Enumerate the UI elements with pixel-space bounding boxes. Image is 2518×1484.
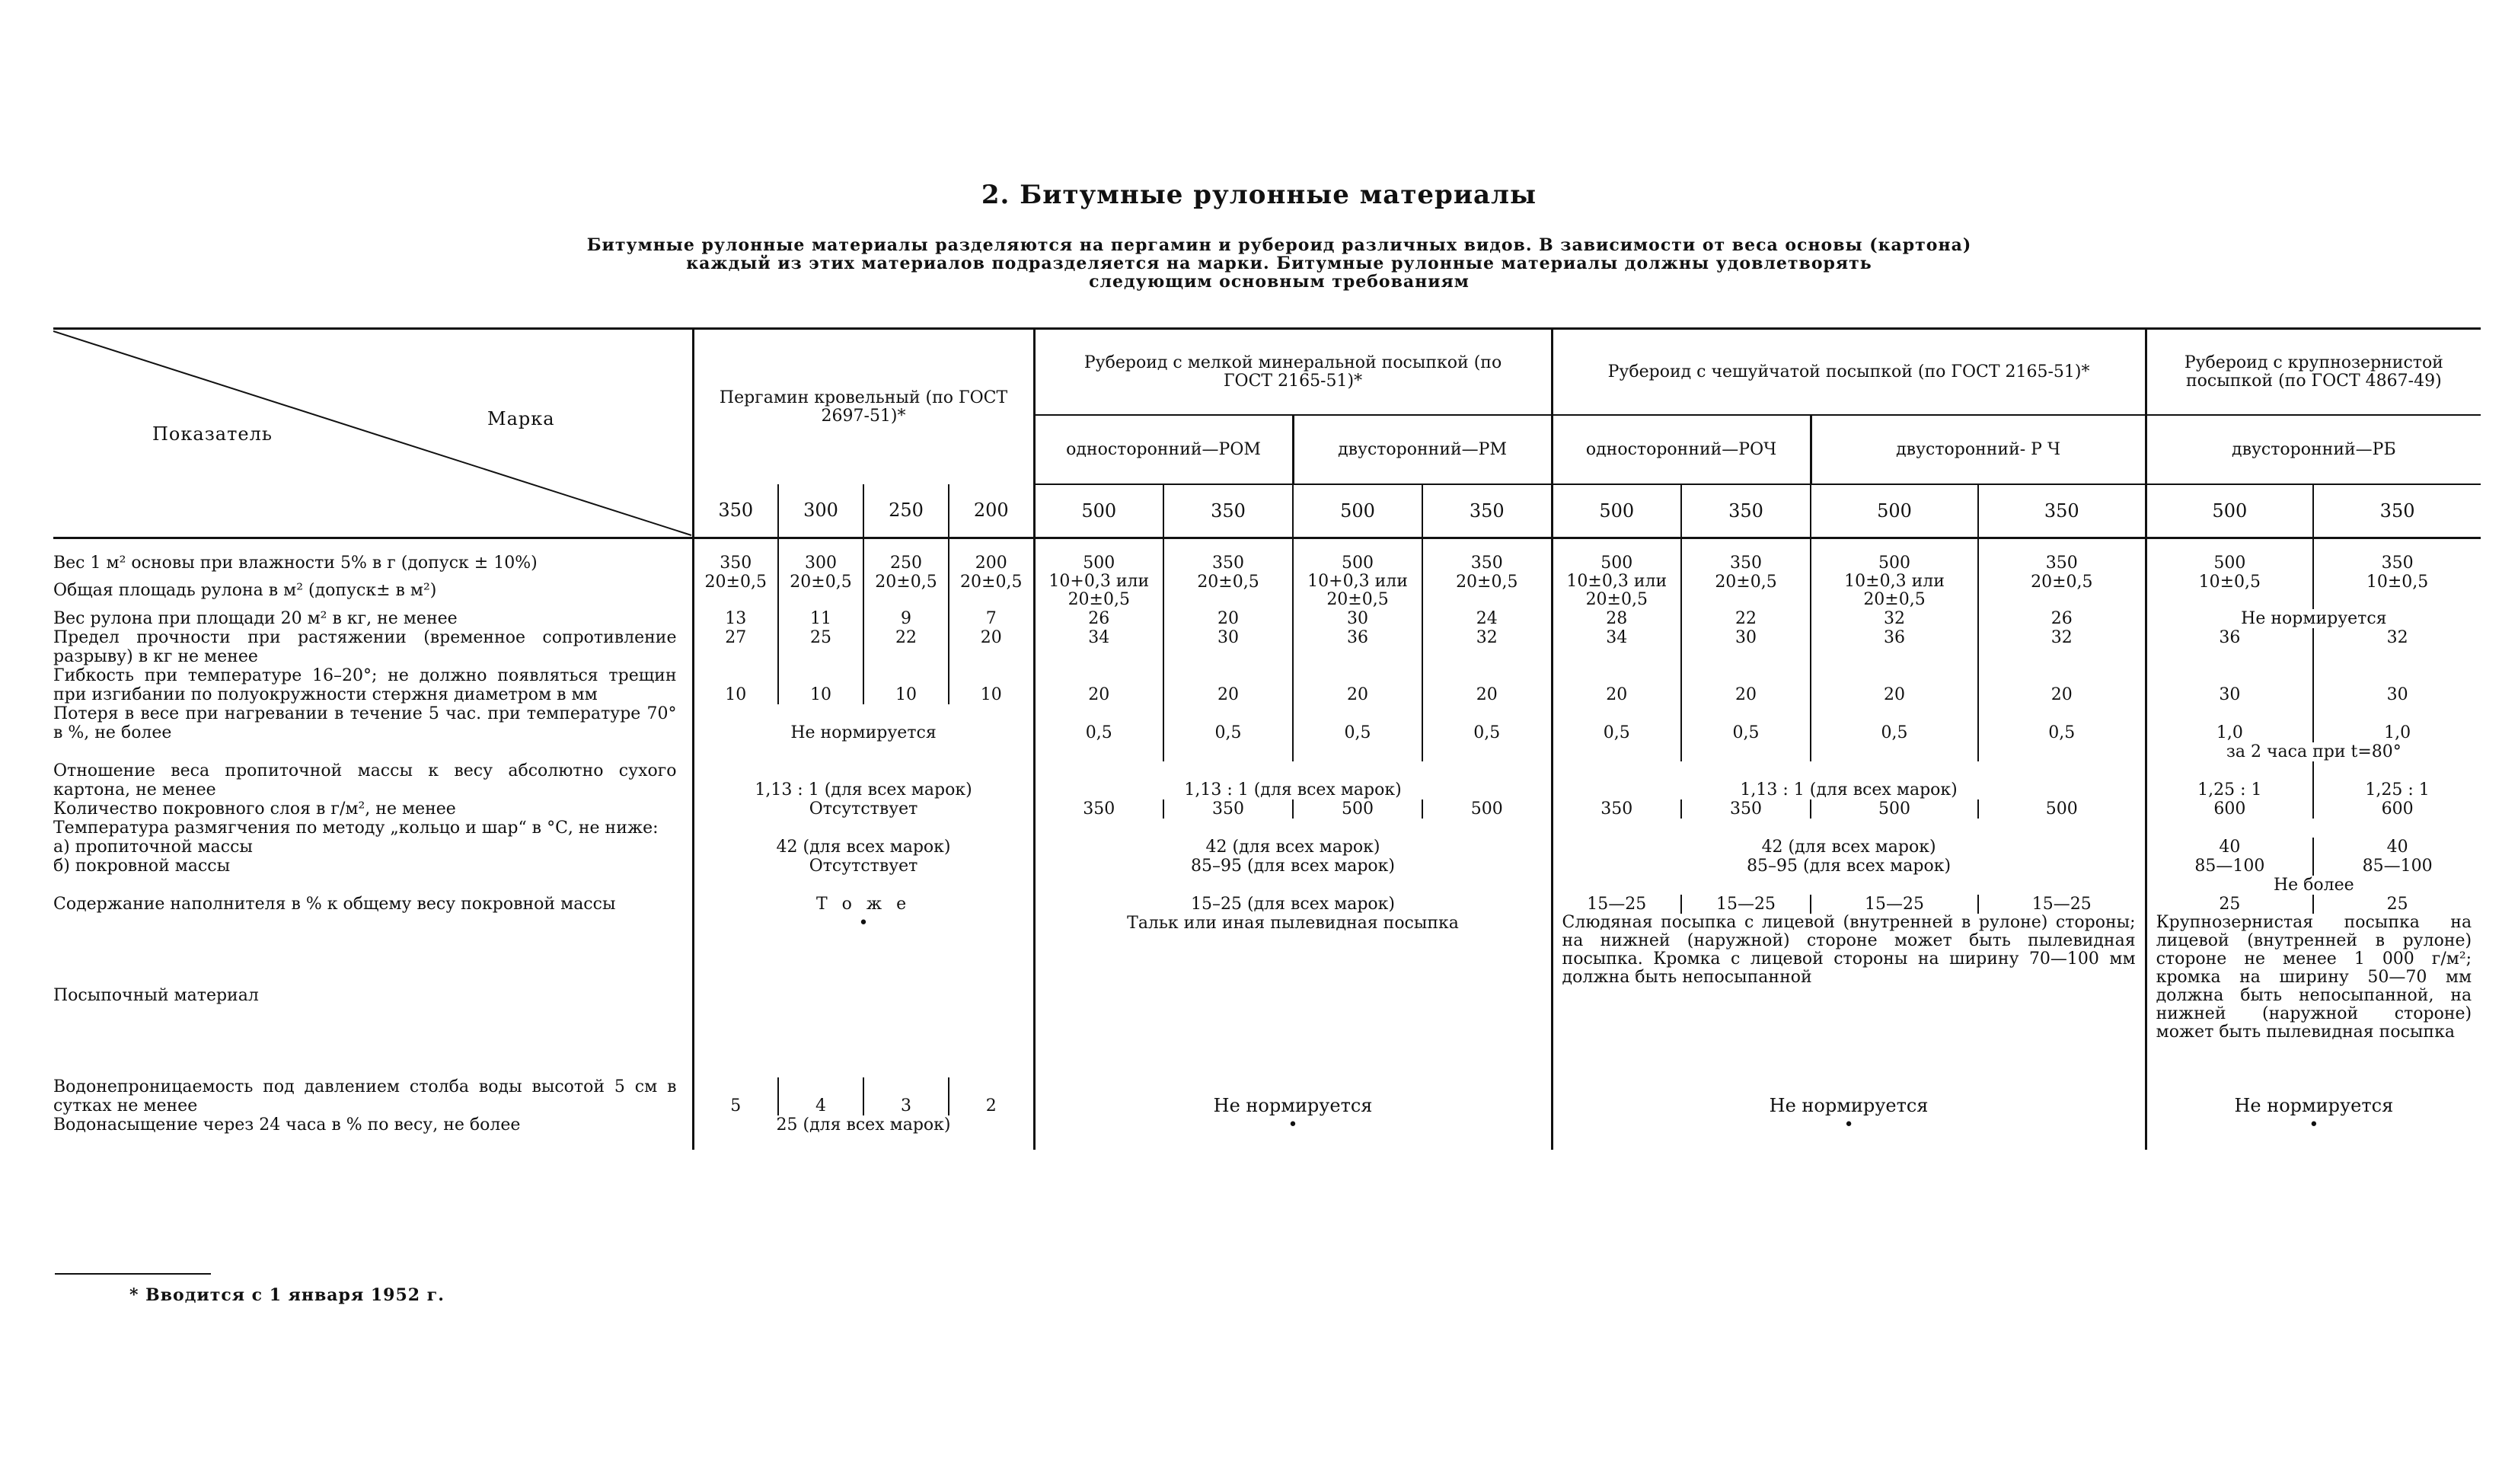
value-cell: 300 [778, 554, 863, 573]
table-row [53, 609, 2481, 628]
rom-span-cell: Тальк или иная пылевидная посыпка [1034, 914, 1552, 1077]
table-row [53, 838, 2481, 857]
rb-mark: • [2146, 1115, 2481, 1135]
rb-span-cell: Крупнозернистая посыпка на лицевой (внутренней в рулоне) стороне не менее 1 000 г/м²; кромка на ширину 50—70 мм должна быть непосыпанной, на нижней (наружной стороне) может быть пылевидная посыпка [2146, 914, 2481, 1077]
value-cell: 85—100 [2313, 857, 2481, 876]
value-cell: 25 [2146, 895, 2313, 914]
row-label: Количество покровного слоя в г/м², не менее [53, 799, 456, 819]
value-cell: 27 [693, 628, 778, 666]
table-row [53, 761, 2481, 799]
rom-span-cell: 42 (для всех марок) [1034, 838, 1552, 857]
value-cell: 9 [863, 609, 949, 628]
subgroup-rom: односторонний—РОМ [1034, 415, 1293, 484]
rom-mark: • [1034, 1115, 1552, 1135]
value-cell: 10 [863, 666, 949, 704]
table-row [53, 857, 2481, 876]
value-cell: 350 [1552, 799, 1681, 819]
value-cell: 20 [1293, 666, 1422, 704]
grade-cell: 500 [1034, 484, 1163, 538]
perg-span-cell: Отсутствует [693, 799, 1034, 819]
value-cell: 20±0,5 [778, 573, 863, 609]
value-cell: 350 [1422, 554, 1552, 573]
rom-span-cell: 15–25 (для всех марок) [1034, 895, 1552, 914]
table-row [53, 1115, 2481, 1135]
value-cell: 500 [1293, 554, 1422, 573]
row-label: Водонасыщение через 24 часа в % по весу, не более [53, 1115, 521, 1135]
table-row [53, 819, 2481, 838]
value-cell: 0,5 [1034, 704, 1163, 742]
value-cell: 25 [778, 628, 863, 666]
value-cell: 30 [1163, 628, 1293, 666]
value-cell: 36 [2146, 628, 2313, 666]
value-cell: 20 [1811, 666, 1978, 704]
value-cell: 20±0,5 [693, 573, 778, 609]
perg-span-cell: 42 (для всех марок) [693, 838, 1034, 857]
value-cell: 20±0,5 [1978, 573, 2146, 609]
value-cell: 0,5 [1978, 704, 2146, 742]
value-cell: 3 [863, 1077, 949, 1115]
value-cell: 40 [2146, 838, 2313, 857]
value-cell: 40 [2313, 838, 2481, 857]
value-cell: 32 [1422, 628, 1552, 666]
value-cell: 32 [1811, 609, 1978, 628]
roch-span-cell: 85–95 (для всех марок) [1552, 857, 2146, 876]
table-row [53, 1077, 2481, 1115]
table-row [53, 628, 2481, 666]
rb-note: за 2 часа при t=80° [2146, 742, 2481, 761]
value-cell: 350 [1163, 554, 1293, 573]
value-cell: 10±0,3 или 20±0,5 [1552, 573, 1681, 609]
value-cell: 20 [1163, 609, 1293, 628]
value-cell: 20 [1034, 666, 1163, 704]
value-cell: 32 [2313, 628, 2481, 666]
row-label: Потеря в весе при нагревании в течение 5 час. при температуре 70° в %, не более [53, 704, 677, 742]
value-cell: 10 [693, 666, 778, 704]
roch-span-cell: Не нормируется [1552, 1077, 2146, 1115]
value-cell: 600 [2146, 799, 2313, 819]
value-cell: 500 [1293, 799, 1422, 819]
value-cell: 0,5 [1681, 704, 1811, 742]
value-cell: 15—25 [1552, 895, 1681, 914]
value-cell: 350 [1163, 799, 1293, 819]
value-cell: 10+0,3 или 20±0,5 [1034, 573, 1163, 609]
value-cell: 350 [1034, 799, 1163, 819]
indicator-label: Показатель [152, 423, 273, 445]
value-cell: 500 [1422, 799, 1552, 819]
subgroup-rm: двусторонний—РМ [1293, 415, 1552, 484]
value-cell: 1,25 : 1 [2146, 761, 2313, 799]
value-cell: 350 [2313, 554, 2481, 573]
row-label: Посыпочный материал [53, 985, 259, 1005]
table-row [53, 799, 2481, 819]
value-cell: 20 [1681, 666, 1811, 704]
value-cell: 30 [1293, 609, 1422, 628]
table-row [53, 554, 2481, 573]
value-cell: 1,25 : 1 [2313, 761, 2481, 799]
value-cell: 10±0,5 [2146, 573, 2313, 609]
roch-span-cell: 1,13 : 1 (для всех марок) [1552, 761, 2146, 799]
intro-line: следующим основным требованиям [1089, 272, 1470, 292]
rb-span-cell: Не нормируется [2146, 609, 2481, 628]
value-cell: 20±0,5 [1163, 573, 1293, 609]
value-cell: 20 [1422, 666, 1552, 704]
value-cell: 0,5 [1163, 704, 1293, 742]
row-label: Предел прочности при растяжении (временное сопротивление разрыву) в кг не менее [53, 627, 677, 666]
value-cell: 350 [1978, 554, 2146, 573]
value-cell: 10±0,5 [2313, 573, 2481, 609]
header-corner [53, 329, 693, 538]
perg-span-cell: 1,13 : 1 (для всех марок) [693, 761, 1034, 799]
row-label: Общая площадь рулона в м² (допуск± в м²) [53, 581, 437, 600]
grade-cell: 350 [1422, 484, 1552, 538]
subgroup-rb: двусторонний—РБ [2146, 415, 2481, 484]
roch-span-cell: 42 (для всех марок) [1552, 838, 2146, 857]
grade-cell: 350 [1681, 484, 1811, 538]
table-row [53, 914, 2481, 1077]
value-cell: 4 [778, 1077, 863, 1115]
intro-text [457, 236, 2102, 291]
value-cell: 0,5 [1811, 704, 1978, 742]
value-cell: 0,5 [1552, 704, 1681, 742]
rom-span-cell: Не нормируется [1034, 1077, 1552, 1115]
intro-line: каждый из этих материалов подразделяется на марки. Битумные рулонные материалы должны удовлетворять [686, 254, 1872, 273]
grade-cell: 500 [1552, 484, 1681, 538]
value-cell: 500 [1552, 554, 1681, 573]
value-cell: 500 [1034, 554, 1163, 573]
value-cell: 11 [778, 609, 863, 628]
value-cell: 20 [949, 628, 1034, 666]
value-cell: 26 [1034, 609, 1163, 628]
value-cell: 350 [693, 554, 778, 573]
subgroup-rch: двусторонний- Р Ч [1811, 415, 2146, 484]
table-row [53, 704, 2481, 742]
grade-cell: 250 [863, 484, 949, 538]
perg-span-cell: Не нормируется [693, 704, 1034, 742]
row-label: Вес рулона при площади 20 м² в кг, не менее [53, 608, 458, 628]
value-cell: 500 [1811, 799, 1978, 819]
value-cell: 350 [1681, 799, 1811, 819]
value-cell: 25 [2313, 895, 2481, 914]
value-cell: 15—25 [1811, 895, 1978, 914]
table-row [53, 573, 2481, 609]
row-label: Отношение веса пропиточной массы к весу абсолютно сухого картона, не менее [53, 761, 677, 799]
table-row [53, 895, 2481, 914]
grade-cell: 200 [949, 484, 1034, 538]
row-label: Содержание наполнителя в % к общему весу покровной массы [53, 894, 616, 914]
group-rom: Рубероид с мелкой минеральной посыпкой (по ГОСТ 2165-51)* [1034, 329, 1552, 416]
value-cell: 10±0,3 или 20±0,5 [1811, 573, 1978, 609]
row-label: б) покровной массы [53, 856, 231, 876]
value-cell: 85—100 [2146, 857, 2313, 876]
roch-span-cell: Слюдяная посыпка с лицевой (внутренней в рулоне) стороны; на нижней (наружной) стороне может быть пылевидная посыпка. Кромка с лицевой стороны на ширину 70—100 мм должна быть непосыпанной [1552, 914, 2146, 1077]
row-label: Гибкость при температуре 16–20°; не должно появляться трещин при изгибании по полуокружности стержня диаметром в мм [53, 665, 677, 704]
value-cell: 5 [693, 1077, 778, 1115]
row-label: Вес 1 м² основы при влажности 5% в г (допуск ± 10%) [53, 553, 538, 573]
value-cell: 2 [949, 1077, 1034, 1115]
value-cell: 34 [1552, 628, 1681, 666]
value-cell: 30 [2146, 666, 2313, 704]
value-cell: 10 [949, 666, 1034, 704]
rom-span-cell: 1,13 : 1 (для всех марок) [1034, 761, 1552, 799]
row-label: а) пропиточной массы [53, 837, 253, 857]
value-cell: 20±0,5 [949, 573, 1034, 609]
perg-span-cell: Т о ж е [693, 895, 1034, 914]
value-cell: 20±0,5 [1681, 573, 1811, 609]
value-cell: 20±0,5 [863, 573, 949, 609]
grade-cell: 500 [1293, 484, 1422, 538]
value-cell: 0,5 [1422, 704, 1552, 742]
rb-note: Не более [2146, 876, 2481, 895]
value-cell: 20 [1978, 666, 2146, 704]
value-cell: 26 [1978, 609, 2146, 628]
value-cell: 10+0,3 или 20±0,5 [1293, 573, 1422, 609]
value-cell: 22 [1681, 609, 1811, 628]
intro-line: Битумные рулонные материалы разделяются на пергамин и рубероид различных видов. В зависимости от веса основы (картона) [586, 235, 1972, 255]
grade-cell: 350 [693, 484, 778, 538]
value-cell: 15—25 [1681, 895, 1811, 914]
value-cell: 13 [693, 609, 778, 628]
grade-cell: 500 [2146, 484, 2313, 538]
subgroup-roch: односторонний—РОЧ [1552, 415, 1811, 484]
value-cell: 36 [1293, 628, 1422, 666]
value-cell: 10 [778, 666, 863, 704]
value-cell: 500 [1811, 554, 1978, 573]
grade-cell: 350 [2313, 484, 2481, 538]
value-cell: 20 [1163, 666, 1293, 704]
rom-span-cell: 85–95 (для всех марок) [1034, 857, 1552, 876]
value-cell: 34 [1034, 628, 1163, 666]
group-pergamin: Пергамин кровельный (по ГОСТ 2697-51)* [693, 329, 1034, 485]
value-cell: 36 [1811, 628, 1978, 666]
value-cell: 28 [1552, 609, 1681, 628]
grade-cell: 350 [1978, 484, 2146, 538]
roch-mark: • [1552, 1115, 2146, 1135]
grade-cell: 350 [1163, 484, 1293, 538]
value-cell: 500 [1978, 799, 2146, 819]
value-cell: 24 [1422, 609, 1552, 628]
perg-span-cell: 25 (для всех марок) [693, 1115, 1034, 1135]
value-cell: 600 [2313, 799, 2481, 819]
diagonal-divider [53, 330, 693, 537]
value-cell: 200 [949, 554, 1034, 573]
value-cell: 500 [2146, 554, 2313, 573]
row-label: Температура размягчения по методу „кольцо и шар“ в °С, не ниже: [53, 818, 659, 838]
mark-label: Марка [487, 408, 555, 429]
perg-span-cell: • [693, 914, 1034, 1077]
value-cell: 1,0 [2313, 704, 2481, 742]
value-cell: 7 [949, 609, 1034, 628]
section-title: 2. Битумные рулонные материалы [981, 180, 1537, 210]
group-rb: Рубероид с крупнозернистой посыпкой (по ГОСТ 4867-49) [2146, 329, 2481, 416]
group-roch: Рубероид с чешуйчатой посыпкой (по ГОСТ 2165-51)* [1552, 329, 2146, 416]
grade-cell: 500 [1811, 484, 1978, 538]
value-cell: 1,0 [2146, 704, 2313, 742]
row-label: Водонепроницаемость под давлением столба воды высотой 5 см в сутках не менее [53, 1077, 677, 1115]
value-cell: 15—25 [1978, 895, 2146, 914]
value-cell: 20 [1552, 666, 1681, 704]
value-cell: 30 [1681, 628, 1811, 666]
footnote: * Вводится с 1 января 1952 г. [129, 1285, 445, 1305]
grade-cell: 300 [778, 484, 863, 538]
value-cell: 22 [863, 628, 949, 666]
perg-span-cell: Отсутствует [693, 857, 1034, 876]
value-cell: 20±0,5 [1422, 573, 1552, 609]
value-cell: 0,5 [1293, 704, 1422, 742]
footnote-rule [55, 1273, 211, 1275]
requirements-table [53, 327, 2481, 1150]
value-cell: 250 [863, 554, 949, 573]
rb-span-cell: Не нормируется [2146, 1077, 2481, 1115]
value-cell: 30 [2313, 666, 2481, 704]
value-cell: 350 [1681, 554, 1811, 573]
table-row [53, 666, 2481, 704]
value-cell: 32 [1978, 628, 2146, 666]
